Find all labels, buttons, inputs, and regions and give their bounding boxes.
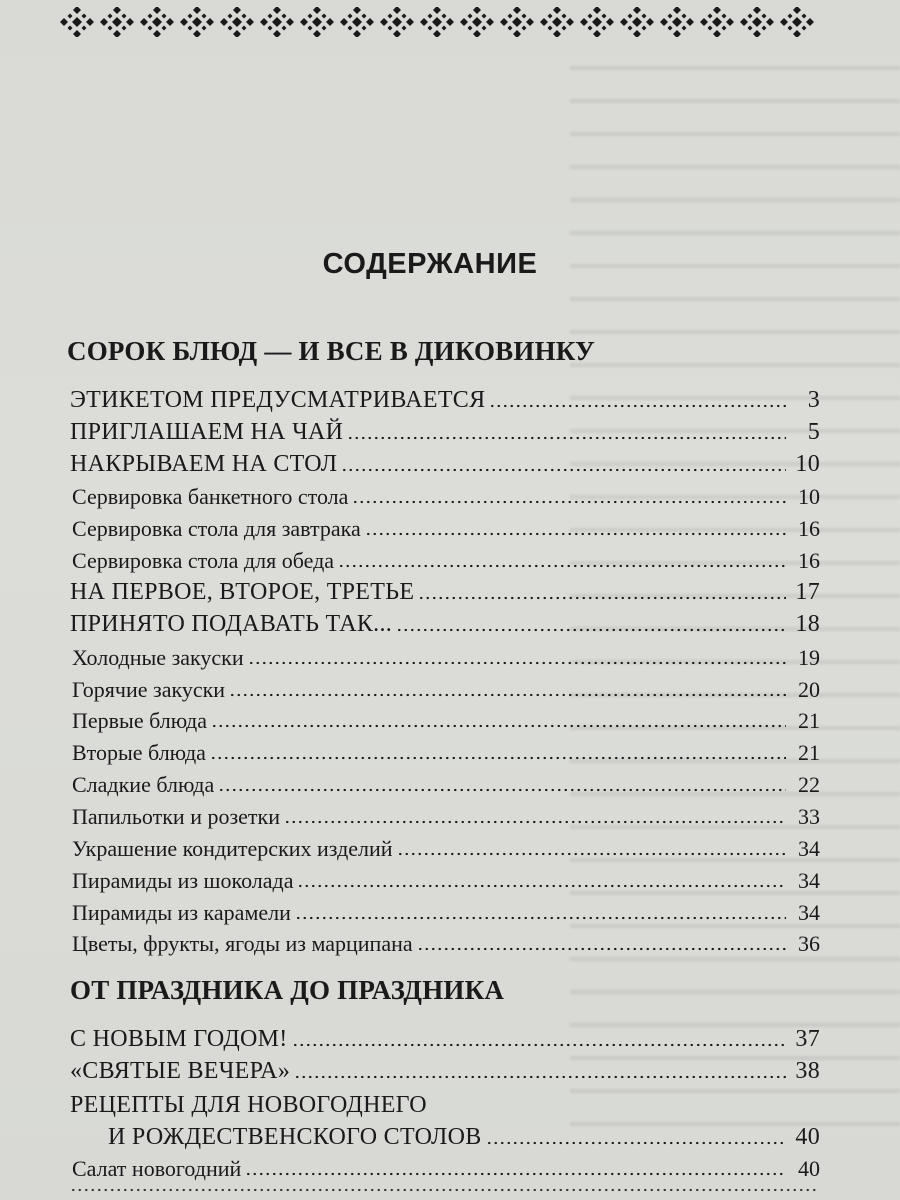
leader-dots xyxy=(294,1075,786,1079)
toc-entry[interactable] xyxy=(70,804,820,830)
toc-entry-label: Пирамиды из карамели xyxy=(72,900,291,925)
cross-stitch-ornament-icon xyxy=(740,7,774,37)
toc-entry[interactable] xyxy=(70,451,820,478)
leader-dots xyxy=(417,947,786,951)
toc-entry-label: Первые блюда xyxy=(72,708,207,733)
toc-entry-page: 16 xyxy=(798,548,820,573)
toc-entry[interactable] xyxy=(70,677,820,703)
toc-entry[interactable] xyxy=(70,548,820,574)
toc-entry[interactable] xyxy=(70,708,820,734)
toc-entry-label: С НОВЫМ ГОДОМ! xyxy=(70,1026,288,1052)
leader-dots xyxy=(292,1043,786,1047)
toc-entry-page: 19 xyxy=(798,645,820,670)
toc-entry-page: 36 xyxy=(798,931,820,956)
cross-stitch-ornament-icon xyxy=(180,7,214,37)
toc-entry-cut-off xyxy=(70,1188,820,1198)
toc-entry[interactable] xyxy=(70,611,820,638)
toc-entry-page: 5 xyxy=(807,419,820,445)
toc-entry-label-line1: РЕЦЕПТЫ ДЛЯ НОВОГОДНЕГО xyxy=(70,1092,427,1118)
cross-stitch-ornament-icon xyxy=(260,7,294,37)
toc-entry[interactable] xyxy=(70,868,820,894)
toc-entry-label: ПРИГЛАШАЕМ НА ЧАЙ xyxy=(70,419,344,445)
cross-stitch-ornament-icon xyxy=(220,7,254,37)
toc-entry-page: 21 xyxy=(798,708,820,733)
toc-entry-page: 18 xyxy=(795,611,820,637)
toc-entry[interactable] xyxy=(70,900,820,926)
toc-entry[interactable] xyxy=(70,1156,820,1182)
toc-entry-page: 40 xyxy=(795,1124,820,1150)
toc-entry-label: «СВЯТЫЕ ВЕЧЕРА» xyxy=(70,1058,291,1084)
toc-entry[interactable] xyxy=(70,836,820,862)
toc-entry[interactable] xyxy=(70,387,820,414)
leader-dots xyxy=(284,820,786,824)
page-title: СОДЕРЖАНИЕ xyxy=(322,248,538,280)
cross-stitch-ornament-icon xyxy=(780,7,814,37)
toc-entry[interactable] xyxy=(70,484,820,510)
leader-dots xyxy=(229,693,786,697)
toc-entry-label: Сервировка стола для завтрака xyxy=(72,516,361,541)
leader-dots xyxy=(70,1188,816,1192)
toc-entry-page: 33 xyxy=(798,804,820,829)
leader-dots xyxy=(352,500,786,504)
toc-entry[interactable] xyxy=(70,516,820,542)
toc-entry[interactable] xyxy=(70,772,820,798)
cross-stitch-ornament-icon xyxy=(700,7,734,37)
toc-entry-page: 34 xyxy=(798,836,820,861)
leader-dots xyxy=(297,884,786,888)
toc-entry-page: 3 xyxy=(807,387,820,413)
toc-entry-label: Салат новогодний xyxy=(72,1156,242,1181)
toc-entry-label: ЭТИКЕТОМ ПРЕДУСМАТРИВАЕТСЯ xyxy=(70,387,486,413)
cross-stitch-ornament-icon xyxy=(660,7,694,37)
toc-entry-label: Украшение кондитерских изделий xyxy=(72,836,393,861)
cross-stitch-ornament-icon xyxy=(620,7,654,37)
toc-entry-page: 10 xyxy=(795,451,820,477)
toc-entry-page: 16 xyxy=(798,516,820,541)
toc-entry-page: 17 xyxy=(795,579,820,605)
cross-stitch-ornament-icon xyxy=(140,7,174,37)
toc-entry-page: 34 xyxy=(798,900,820,925)
section-heading-1: СОРОК БЛЮД — И ВСЕ В ДИКОВИНКУ xyxy=(67,336,596,366)
toc-entry[interactable] xyxy=(70,931,820,957)
cross-stitch-ornament-icon xyxy=(500,7,534,37)
leader-dots xyxy=(248,661,786,665)
toc-entry[interactable] xyxy=(70,740,820,766)
cross-stitch-ornament-icon xyxy=(460,7,494,37)
toc-entry-page: 22 xyxy=(798,772,820,797)
toc-entry-page: 20 xyxy=(798,677,820,702)
toc-entry-page: 37 xyxy=(795,1026,820,1052)
leader-dots xyxy=(489,404,786,408)
toc-entry[interactable] xyxy=(108,1124,820,1151)
leader-dots xyxy=(365,532,786,536)
toc-entry[interactable] xyxy=(70,1058,820,1085)
toc-entry-label: Вторые блюда xyxy=(72,740,206,765)
toc-entry[interactable] xyxy=(70,645,820,671)
toc-entry-label: Сервировка стола для обеда xyxy=(72,548,335,573)
toc-entry[interactable] xyxy=(70,419,820,446)
toc-entry-label: Холодные закуски xyxy=(72,645,244,670)
leader-dots xyxy=(338,564,786,568)
leader-dots xyxy=(418,596,786,600)
cross-stitch-ornament-icon xyxy=(540,7,574,37)
leader-dots xyxy=(295,916,786,920)
cross-stitch-ornament-icon xyxy=(300,7,334,37)
toc-entry-page: 10 xyxy=(798,484,820,509)
cross-stitch-ornament-icon xyxy=(580,7,614,37)
leader-dots xyxy=(396,628,786,632)
toc-entry-label: Горячие закуски xyxy=(72,677,226,702)
leader-dots xyxy=(210,756,786,760)
toc-entry-label: НА ПЕРВОЕ, ВТОРОЕ, ТРЕТЬЕ xyxy=(70,579,415,605)
toc-entry-label: Папильотки и розетки xyxy=(72,804,281,829)
section-heading-2: ОТ ПРАЗДНИКА ДО ПРАЗДНИКА xyxy=(70,975,505,1005)
toc-entry-label: НАКРЫВАЕМ НА СТОЛ xyxy=(70,451,338,477)
toc-entry-label: И РОЖДЕСТВЕНСКОГО СТОЛОВ xyxy=(108,1124,482,1150)
toc-entry-label: Пирамиды из шоколада xyxy=(72,868,294,893)
leader-dots xyxy=(347,436,786,440)
toc-entry-page: 38 xyxy=(795,1058,820,1084)
leader-dots xyxy=(211,724,786,728)
cross-stitch-ornament-icon xyxy=(100,7,134,37)
toc-entry-page: 21 xyxy=(798,740,820,765)
cross-stitch-ornament-icon xyxy=(340,7,374,37)
toc-entry-label: ПРИНЯТО ПОДАВАТЬ ТАК... xyxy=(70,611,393,637)
toc-entry-label: Цветы, фрукты, ягоды из марципана xyxy=(72,931,413,956)
toc-entry[interactable] xyxy=(70,1026,820,1053)
leader-dots xyxy=(218,788,786,792)
cross-stitch-ornament-icon xyxy=(60,7,94,37)
toc-entry[interactable] xyxy=(70,579,820,606)
leader-dots xyxy=(245,1172,786,1176)
toc-entry-label: Сервировка банкетного стола xyxy=(72,484,349,509)
toc-entry-page: 34 xyxy=(798,868,820,893)
toc-entry-label: Сладкие блюда xyxy=(72,772,215,797)
leader-dots xyxy=(341,468,786,472)
cross-stitch-ornament-icon xyxy=(420,7,454,37)
toc-entry-page: 40 xyxy=(798,1156,820,1181)
cross-stitch-ornament-icon xyxy=(380,7,414,37)
header-ornament xyxy=(60,4,820,40)
leader-dots xyxy=(397,852,786,856)
leader-dots xyxy=(486,1141,786,1145)
